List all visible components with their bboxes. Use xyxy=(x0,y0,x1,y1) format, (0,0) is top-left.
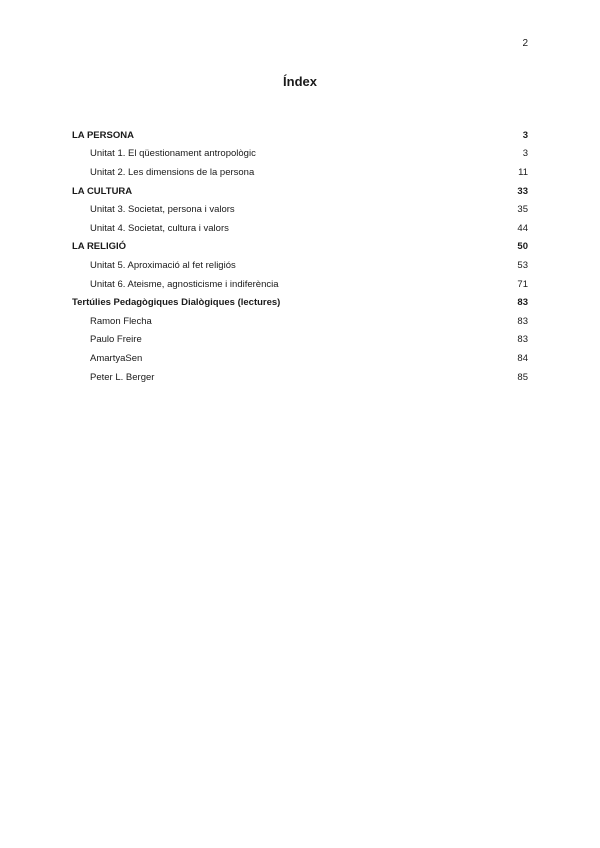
toc-entry-label: LA PERSONA xyxy=(72,129,134,141)
toc-entry-page: 53 xyxy=(517,259,528,271)
toc-entry-label: AmartyaSen xyxy=(90,352,143,364)
toc-entry-page: 84 xyxy=(517,352,528,364)
toc-entry-la-cultura[interactable] xyxy=(72,182,528,201)
toc-entry-label: Unitat 4. Societat, cultura i valors xyxy=(90,222,229,234)
toc-entry-unitat-4[interactable] xyxy=(72,219,528,238)
page-number: 2 xyxy=(522,38,528,49)
toc-entry-page: 83 xyxy=(517,297,528,309)
toc-entry-page: 33 xyxy=(517,185,528,197)
toc-entry-page: 11 xyxy=(518,166,528,178)
toc-entry-label: Unitat 5. Aproximació al fet religiós xyxy=(90,259,236,271)
toc-entry-label: Peter L. Berger xyxy=(90,371,155,383)
table-of-contents xyxy=(72,126,528,386)
toc-entry-label: Ramon Flecha xyxy=(90,315,152,327)
toc-entry-paulo-freire[interactable] xyxy=(72,331,528,350)
toc-entry-page: 44 xyxy=(517,222,528,234)
toc-entry-ramon-flecha[interactable] xyxy=(72,312,528,331)
toc-entry-label: Paulo Freire xyxy=(90,334,142,346)
toc-entry-label: Unitat 2. Les dimensions de la persona xyxy=(90,166,255,178)
page-title: Índex xyxy=(283,74,317,89)
toc-entry-label: Unitat 3. Societat, persona i valors xyxy=(90,204,235,216)
toc-entry-page: 3 xyxy=(522,129,528,141)
toc-entry-peter-berger[interactable] xyxy=(72,368,528,387)
toc-entry-unitat-6[interactable] xyxy=(72,275,528,294)
toc-entry-unitat-5[interactable] xyxy=(72,256,528,275)
toc-entry-label: Unitat 6. Ateisme, agnosticisme i indiferència xyxy=(90,278,279,290)
toc-entry-page: 83 xyxy=(517,334,528,346)
toc-entry-label: LA RELIGIÓ xyxy=(72,241,127,253)
toc-entry-tertulies[interactable] xyxy=(72,293,528,312)
toc-entry-page: 85 xyxy=(517,371,528,383)
toc-entry-unitat-3[interactable] xyxy=(72,200,528,219)
toc-entry-page: 35 xyxy=(517,204,528,216)
toc-entry-unitat-2[interactable] xyxy=(72,163,528,182)
toc-entry-page: 71 xyxy=(517,278,528,290)
toc-entry-unitat-1[interactable] xyxy=(72,145,528,164)
toc-entry-la-religio[interactable] xyxy=(72,238,528,257)
toc-entry-page: 3 xyxy=(522,148,528,160)
toc-entry-la-persona[interactable] xyxy=(72,126,528,145)
toc-entry-label: Tertúlies Pedagògiques Dialògiques (lectures) xyxy=(72,297,281,309)
toc-entry-label: Unitat 1. El qüestionament antropològic xyxy=(90,148,256,160)
toc-entry-page: 83 xyxy=(517,315,528,327)
toc-entry-label: LA CULTURA xyxy=(72,185,133,197)
toc-entry-amartya-sen[interactable] xyxy=(72,349,528,368)
toc-entry-page: 50 xyxy=(517,241,528,253)
